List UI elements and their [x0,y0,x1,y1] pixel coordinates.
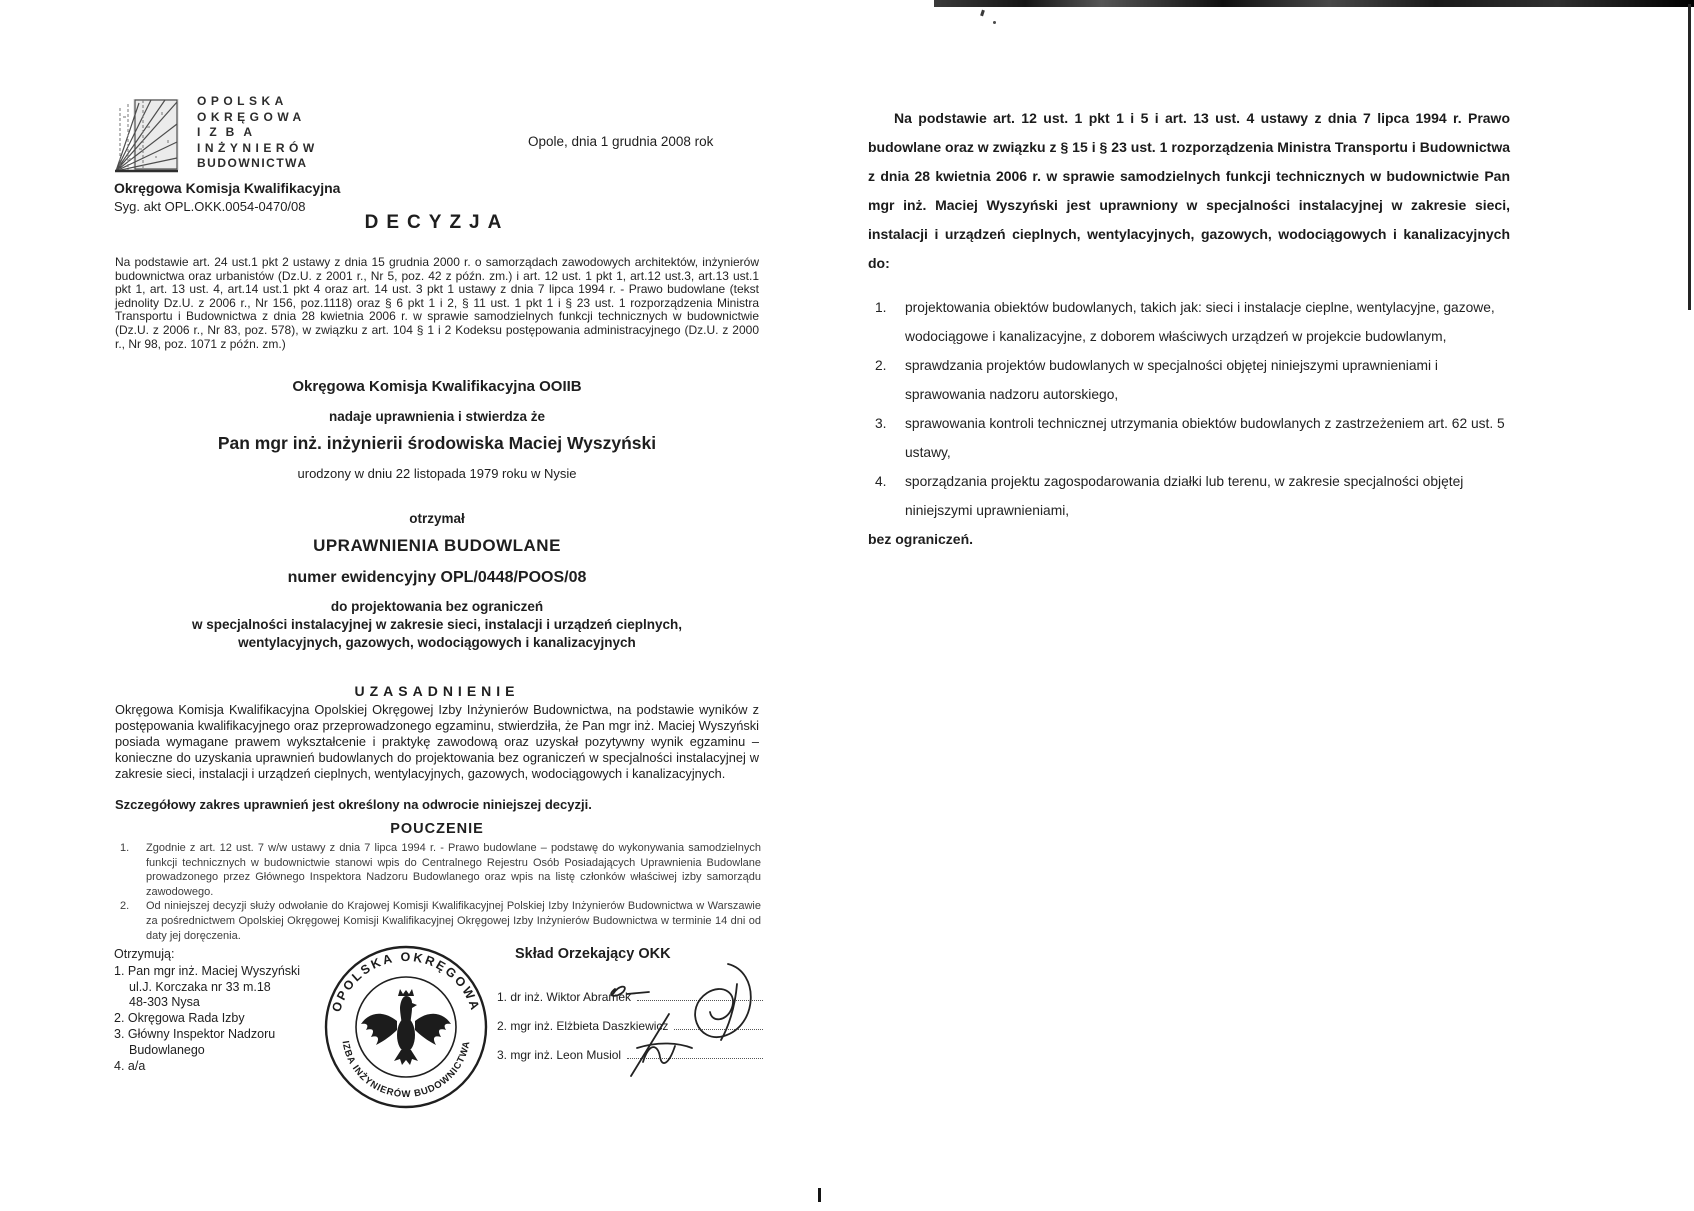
official-round-stamp [319,940,493,1114]
scope-item [868,409,1510,467]
case-reference: Syg. akt OPL.OKK.0054-0470/08 [114,199,306,214]
scope-item-text: sprawowania kontroli technicznej utrzymania obiektów budowlanych z zastrzeżeniem art. 62 ust. 5 ustawy, [905,416,1505,460]
panel-member-number: 3. [497,1048,508,1062]
decision-page [113,90,761,1208]
signature-scribble [611,987,649,996]
signature-scribble [637,1043,692,1048]
received-line: otrzymał [409,511,465,526]
panel-member-name: mgr inż. Leon Musiol [510,1048,622,1062]
distribution-line: Budowlanego [129,1042,205,1057]
instruction-list [115,841,761,943]
granting-commission-line: Okręgowa Komisja Kwalifikacyjna OOIIB [292,378,582,395]
scope-item-number: 1. [875,300,887,315]
scope-list [868,293,1510,525]
scope-intro-paragraph: Na podstawie art. 12 ust. 1 pkt 1 i 5 i art. 13 ust. 4 ustawy z dnia 7 lipca 1994 r. Prawo budowlane oraz w związku z § 15 i § 23 ust. 1 rozporządzenia Ministra Transportu i Budownictwa z dnia 28 kwietnia 2006 r. w sprawie samodzielnych funkcji technicznych w budownictwie Pan mgr inż. Maciej Wyszyński jest uprawniony w specjalności instalacyjnej w zakresie sieci, instalacji i urządzeń cieplnych, wentylacyjnych, gazowych, wodociągowych i kanalizacyjnych do: [868,110,1510,271]
justification-heading: UZASADNIENIE [354,683,520,699]
panel-heading: Skład Orzekający OKK [515,946,671,962]
scope-line: wentylacyjnych, gazowych, wodociągowych i kanalizacyjnych [238,635,636,650]
signature-scribble [695,964,751,1037]
instruction-heading: POUCZENIE [390,821,484,837]
distribution-line: 2. Okręgowa Rada Izby [114,1011,245,1026]
stamp-eagle-emblem [361,989,451,1065]
commission-name: Okręgowa Komisja Kwalifikacyjna [114,180,341,196]
scan-artifact-right-edge [1688,4,1691,310]
legal-basis-paragraph: Na podstawie art. 24 ust.1 pkt 2 ustawy z dnia 15 grudnia 2000 r. o samorządach zawodowych architektów, inżynierów budownictwa oraz urbanistów (Dz.U. z 2001 r., Nr 5, poz. 42 z późn. zm.) i art. 12 ust. 1 pkt 1, art.12 ust.3, art.13 ust.1 pkt 1, art. 13 ust. 4, art.14 ust.1 pkt 4 oraz art. 14 ust. 3 pkt 1 ustawy z dnia 7 lipca 1994 r. - Prawo budowlane (tekst jednolity Dz.U. z 2006 r., Nr 156, poz.1118) oraz § 6 pkt 1 i 2, § 11 ust. 1 pkt 1 i § 23 ust. 1 rozporządzenia Ministra Transportu i Budownictwa z dnia 28 kwietnia 2006 r. w sprawie samodzielnych funkcji technicznych w budownictwie (Dz.U. z 2006 r., Nr 83, poz. 578), w związku z art. 104 § 1 i 2 Kodeksu postępowania administracyjnego (Dz.U. z 2000 r., Nr 98, poz. 1071 z późn. zm.) [115,255,759,351]
instruction-item-text: Zgodnie z art. 12 ust. 7 w/w ustawy z dnia 7 lipca 1994 r. - Prawo budowlane – podstawę do wykonywania samodzielnych funkcji technicznych w budownictwie stanowi wpis do Centralnego Rejestru Osób Posiadających Uprawnienia Budowlane prowadzonego przez Głównego Inspektora Nadzoru Budowlanego oraz wpis na listę członków właściwej izby samorządu zawodowego. [146,842,761,898]
scope-item-text: sporządzania projektu zagospodarowania działki lub terenu, w zakresie specjalności objętej niniejszymi uprawnieniami, [905,474,1464,518]
distribution-line: 48-303 Nysa [129,995,200,1010]
grants-line: nadaje uprawnienia i stwierdza że [328,409,546,424]
chamber-name-line: BUDOWNICTWA [197,156,308,171]
scope-closing-line: bez ograniczeń. [868,531,974,547]
distribution-line: 1. Pan mgr inż. Maciej Wyszyński [114,963,301,978]
distribution-line: 3. Główny Inspektor Nadzoru [114,1026,276,1041]
scan-artifact-speck [980,10,985,17]
distribution-heading: Otrzymują: [114,947,175,961]
scope-item-number: 4. [875,474,887,489]
person-name-line: Pan mgr inż. inżynierii środowiska Maciej Wyszyński [217,433,657,453]
panel-member-name: dr inż. Wiktor Abramek [510,990,632,1004]
scope-item [868,351,1510,409]
scope-item-number: 3. [875,416,887,431]
chamber-name-block [197,94,319,172]
chamber-name-line: IZBA [197,125,261,140]
scan-artifact-speck [993,21,996,24]
document-title: DECYZJA [364,212,510,233]
scope-item [868,467,1510,525]
chamber-name-line: INŻYNIERÓW [197,140,319,155]
registry-number-line: numer ewidencyjny OPL/0448/POOS/08 [287,569,587,586]
handwritten-signatures [485,950,785,1110]
instruction-item [115,841,761,899]
scope-item-text: sprawdzania projektów budowlanych w specjalności objętej niniejszymi uprawnieniami i sprawowania nadzoru autorskiego, [905,358,1438,402]
scan-artifact-bottom-tick [818,1188,821,1202]
stamp-ring-text-bottom: IZBA INŻYNIERÓW BUDOWNICTWA [339,1039,473,1101]
scope-line: w specjalności instalacyjnej w zakresie sieci, instalacji i urządzeń cieplnych, [192,617,682,632]
instruction-item-text: Od niniejszej decyzji służy odwołanie do Krajowej Komisji Kwalifikacyjnej Polskiej Izby Inżynierów Budownictwa w Warszawie za pośrednictwem Opolskiej Okręgowej Komisji Kwalifikacyjnej Okręgowej Izby Inżynierów Budownictwa w terminie 14 dni od daty jej doręczenia. [146,900,761,942]
justification-paragraph: Okręgowa Komisja Kwalifikacyjna Opolskiej Okręgowej Izby Inżynierów Budownictwa, na podstawie wyników z postępowania kwalifikacyjnego oraz przeprowadzonego egzaminu, stwierdziła, że Pan mgr inż. Maciej Wyszyński posiada wymagane prawem wykształcenie i praktykę zawodową oraz uzyskał pozytywny wynik egzaminu – konieczne do uzyskania uprawnień budowlanych do projektowania bez ograniczeń w specjalności instalacyjnej w zakresie sieci, instalacji i urządzeń cieplnych, wentylacyjnych, gazowych, wodociągowych i kanalizacyjnych. [115,702,759,781]
instruction-item-number: 1. [120,842,130,854]
instruction-item [115,899,761,943]
entitlement-title: UPRAWNIENIA BUDOWLANE [313,536,561,555]
justification-bold-note: Szczegółowy zakres uprawnień jest określony na odwrocie niniejszej decyzji. [115,797,592,812]
chamber-name-line: OKRĘGOWA [197,109,306,124]
chamber-logo-image [113,96,187,176]
scope-item-number: 2. [875,358,887,373]
panel-member-number: 2. [497,1019,508,1033]
instruction-item-number: 2. [120,900,130,913]
scope-page [868,104,1510,554]
distribution-line: ul.J. Korczaka nr 33 m.18 [129,979,271,994]
distribution-list [114,947,300,1074]
scan-artifact-top-bar [934,0,1694,7]
stamp-ring-text-top: OPOLSKA OKRĘGOWA [329,949,483,1014]
scope-item-text: projektowania obiektów budowlanych, takich jak: sieci i instalacje cieplne, wentylacyjne, gazowe, wodociągowe i kanalizacyjne, z doborem właściwych urządzeń w projekcie budowlanym, [905,300,1495,344]
birth-line: urodzony w dniu 22 listopada 1979 roku w Nysie [297,466,577,481]
dateline: Opole, dnia 1 grudnia 2008 rok [528,134,714,149]
chamber-name-line: OPOLSKA [197,94,288,108]
distribution-line: 4. a/a [114,1058,146,1073]
panel-member-number: 1. [497,990,508,1004]
panel-member-name: mgr inż. Elżbieta Daszkiewicz [510,1019,669,1033]
scope-item [868,293,1510,351]
scope-line: do projektowania bez ograniczeń [330,599,544,614]
